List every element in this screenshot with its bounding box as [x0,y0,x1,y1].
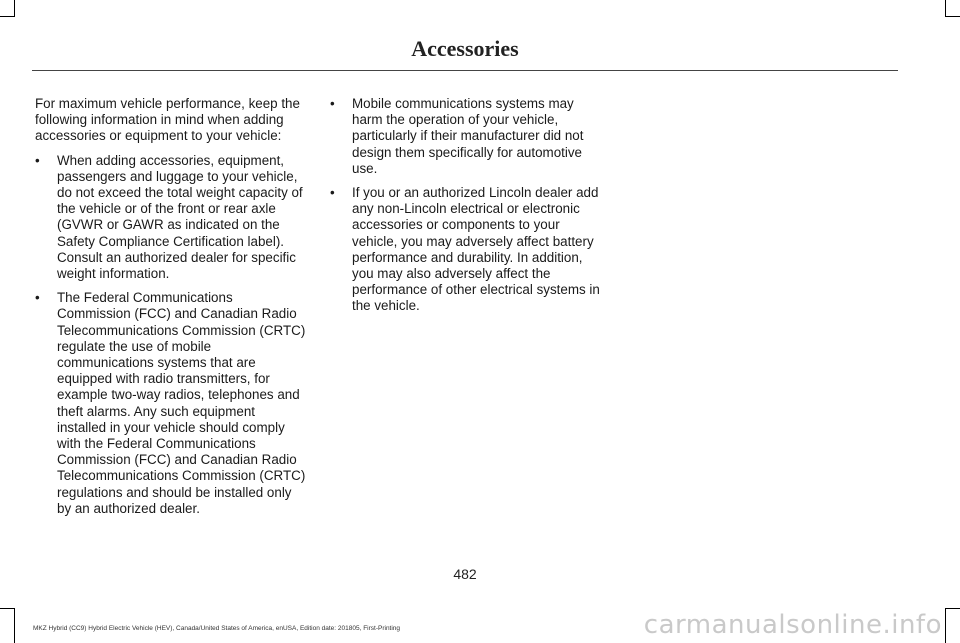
crop-mark-top-left-h [0,16,15,17]
list-item-text: When adding accessories, equipment, passengers and luggage to your vehicle, do not exceed the total weight capacity of the vehicle or of the front or rear axle (GVWR or GAWR as indicated on the Safety Compliance Certification label). Consult an authorized dealer for specific weight information. [57,152,303,282]
left-bullet-list [35,153,307,517]
crop-mark-bottom-left-v [14,608,15,643]
right-bullet-list [330,96,602,315]
list-item-text: If you or an authorized Lincoln dealer add any non-Lincoln electrical or electronic accessories or components to your vehicle, you may adversely affect battery performance and durability. In addition, you may also adversely affect the performance of other electrical systems in the vehicle. [352,185,600,314]
bullet-icon: • [35,290,40,306]
bullet-icon: • [330,96,335,111]
crop-mark-bottom-right-h [945,608,960,609]
crop-mark-top-left-v [14,0,15,16]
page-number: 482 [453,566,477,582]
right-column [330,96,602,323]
list-item [330,185,602,315]
crop-mark-top-right-v [945,0,946,16]
crop-mark-bottom-left-h [0,608,15,609]
list-item [330,96,602,177]
page-title: Accessories [411,36,519,61]
list-item-text: The Federal Communications Commission (FCC) and Canadian Radio Telecommunications Commission (CRTC) regulate the use of mobile communications systems that are equipped with radio transmitters, for example two-way radios, telephones and theft alarms. Any such equipment installed in your vehicle should comply with the Federal Communications Commission (FCC) and Canadian Radio Telecommunications Commission (CRTC) regulations and should be installed only by an authorized dealer. [57,290,306,516]
footer-edition-text: MKZ Hybrid (CC9) Hybrid Electric Vehicle (HEV), Canada/United States of America, enUSA, Edition date: 201805, First-Printing [33,625,401,632]
intro-paragraph: For maximum vehicle performance, keep the following information in mind when adding accessories or equipment to your vehicle: [35,96,300,144]
list-item-text: Mobile communications systems may harm the operation of your vehicle, particularly if their manufacturer did not design them specifically for automotive use. [352,96,584,176]
bullet-icon: • [35,152,40,168]
list-item [35,153,307,283]
header-divider [32,70,898,71]
list-item [35,290,307,517]
crop-mark-bottom-right-v [945,608,946,643]
bullet-icon: • [330,185,335,201]
left-column [35,96,307,525]
crop-mark-top-right-h [945,16,960,17]
watermark-text: carmanualsonline.info [643,610,942,640]
